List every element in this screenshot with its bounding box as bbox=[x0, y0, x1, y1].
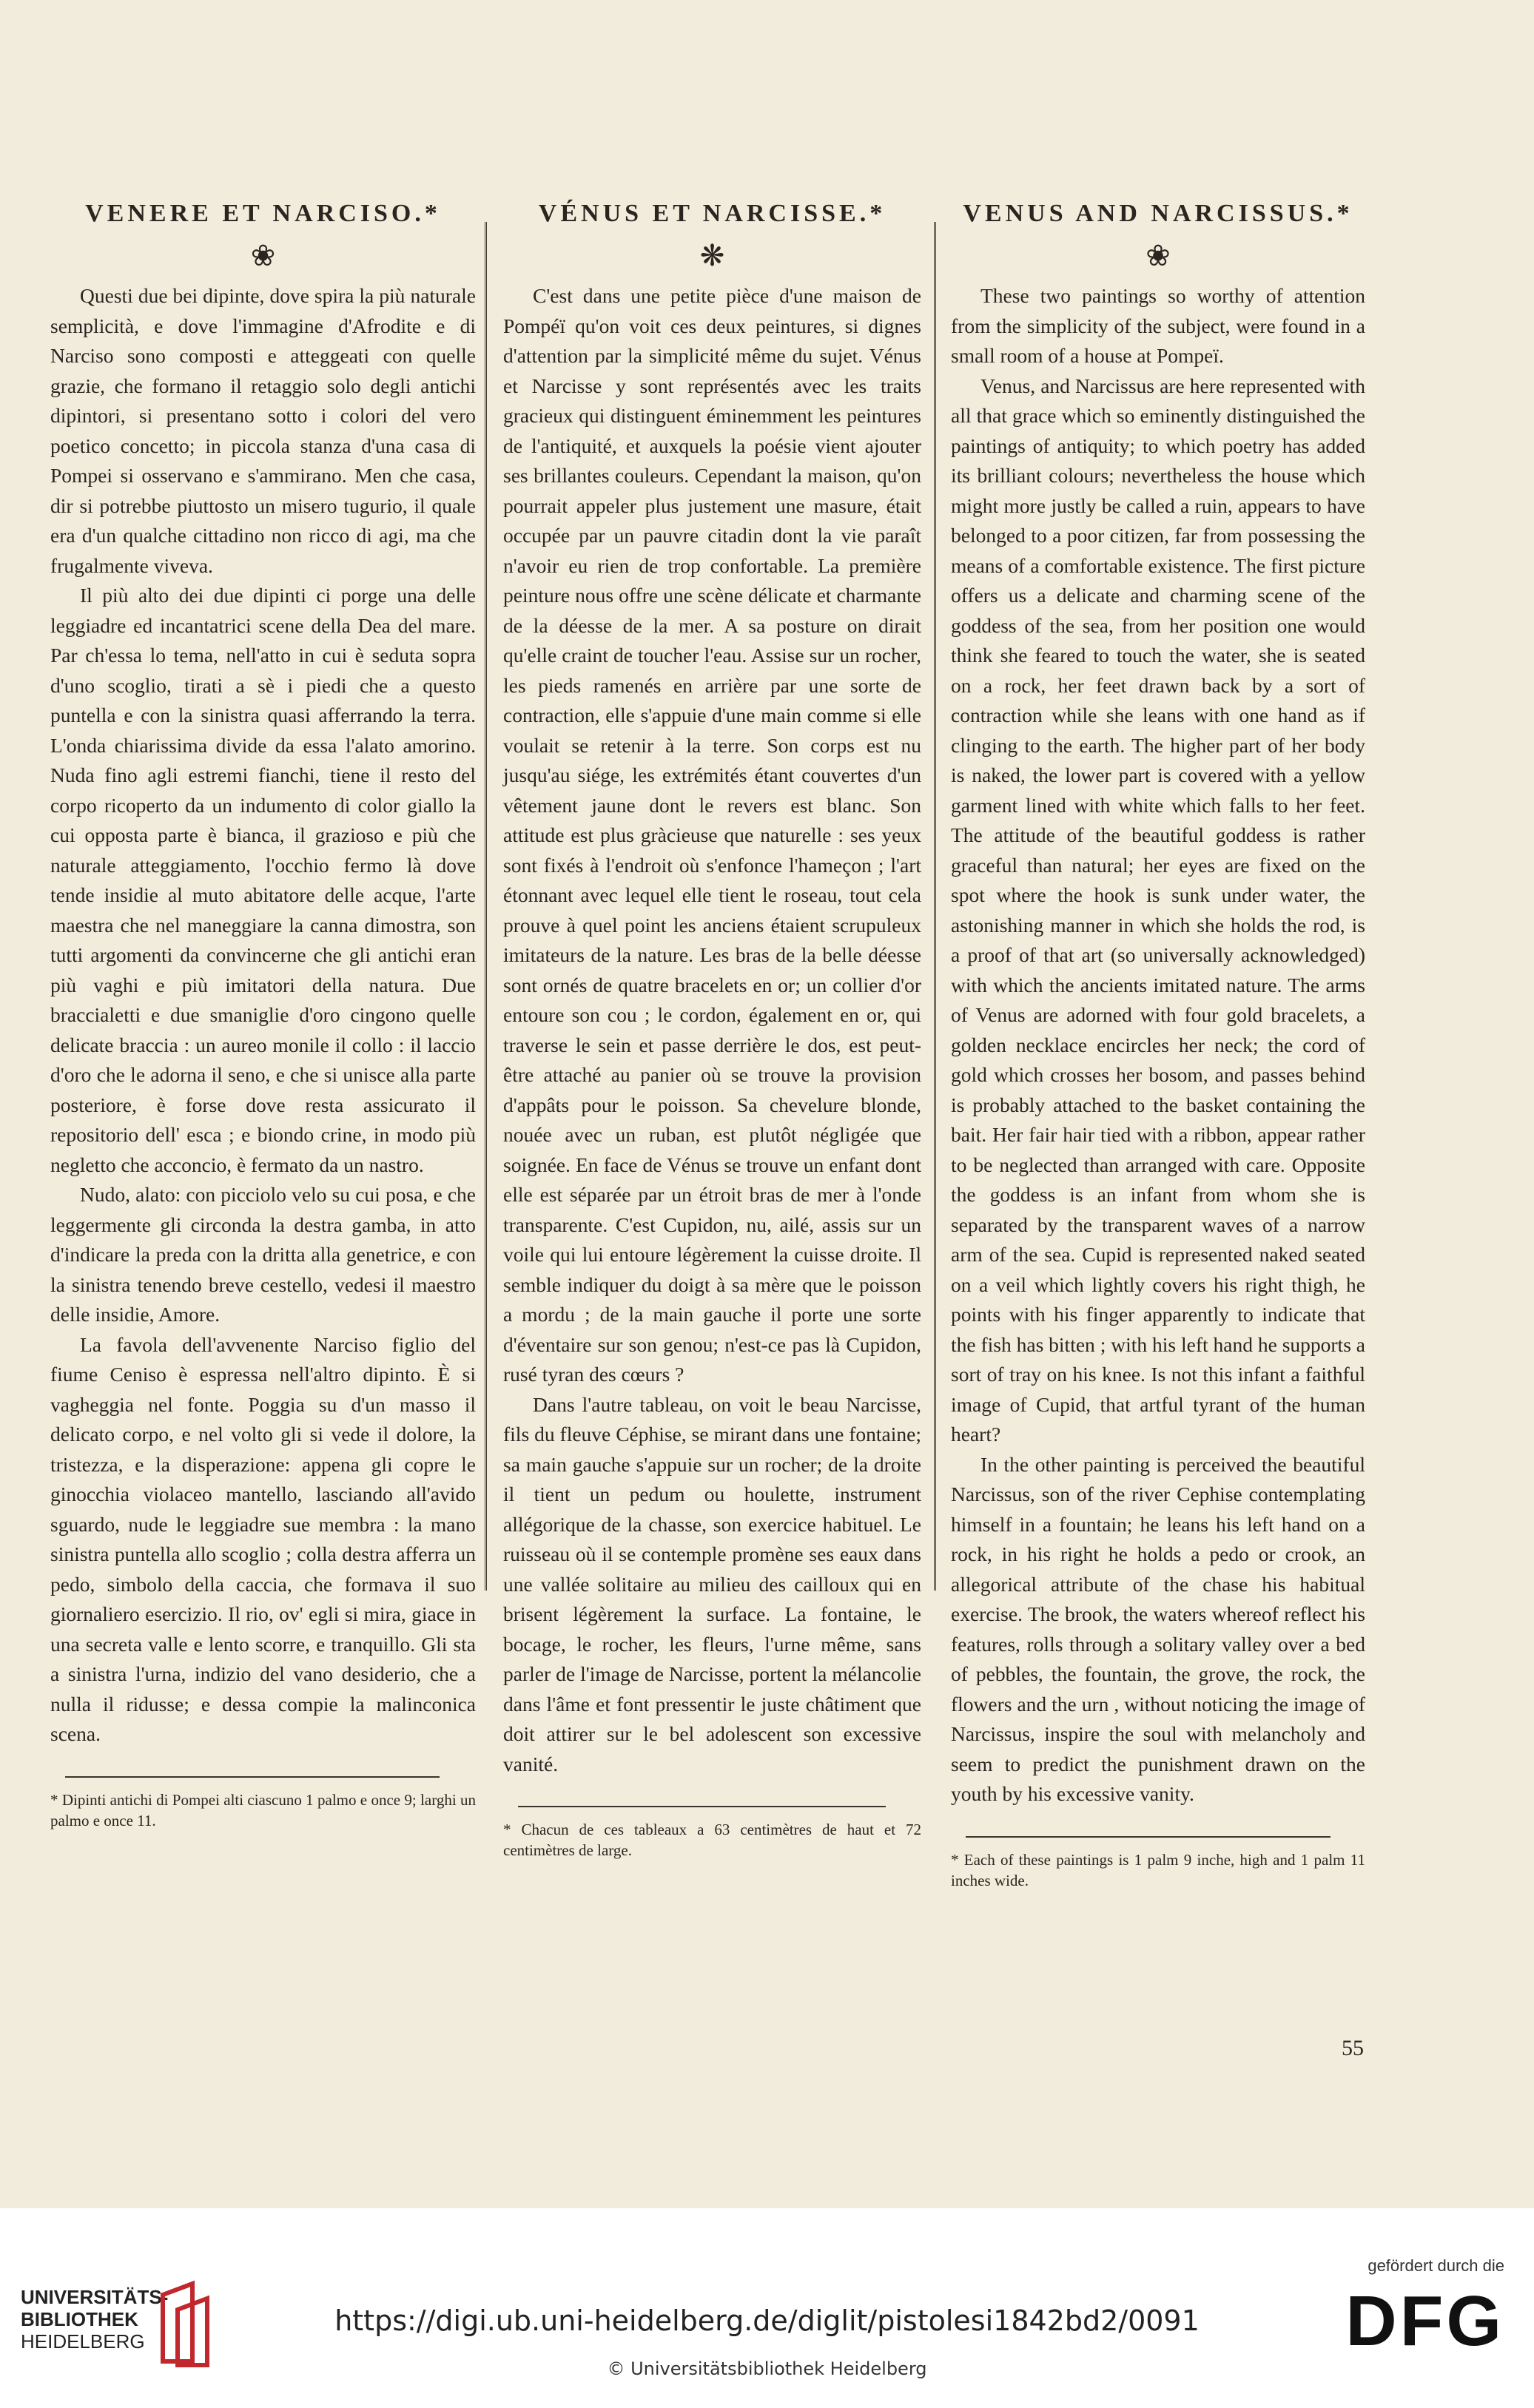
column-divider bbox=[485, 222, 487, 1591]
english-body bbox=[951, 281, 1365, 1810]
french-column bbox=[503, 200, 921, 1861]
paragraph: Il più alto dei due dipinti ci porge una delle leggiadre ed incantatrici scene della Dea del mare. Par ch'essa lo tema, nell'atto in cui è seduta sopra d'uno scoglio, tirati a sè i piedi che a questo puntella e con la sinistra quasi afferrando la terra. L'onda chiarissima divide da essa l'alato amorino. Nuda fino agli estremi fianchi, tiene il resto del corpo ricoperto da un indumento di color giallo la cui opposta parte è bianca, il grazioso e più che naturale atteggiamento, l'occhio fermo là dove tende insidie al muto abitatore delle acque, l'arte maestra che nel maneggiare la canna dimostra, son tutti argomenti da convincerne che gli antichi eran più vaghi e più imitatori della natura. Due braccialetti e due smaniglie d'oro cingono quelle delicate braccia : un aureo monile il collo : il laccio d'oro che le adorna il seno, e che si unisce alla parte posteriore, è forse dove resta assicurato il repositorio dell' esca ; e biondo crine, in modo più negletto che acconcio, è fermato da un nastro. bbox=[50, 584, 476, 1176]
footnote-divider bbox=[966, 1836, 1331, 1838]
italian-body bbox=[50, 281, 476, 1750]
french-title: VÉNUS ET NARCISSE.* bbox=[538, 200, 887, 227]
italian-title: VENERE ET NARCISO.* bbox=[85, 200, 441, 227]
library-name-line: BIBLIOTHEK bbox=[21, 2308, 138, 2330]
star-ornament-icon: ❋ bbox=[699, 239, 725, 272]
permalink-url[interactable]: https://digi.ub.uni-heidelberg.de/diglit/pistolesi1842bd2/0091 bbox=[334, 2304, 1200, 2337]
paragraph: La favola dell'avvenente Narciso figlio del fiume Ceniso è espressa nell'altro dipinto. È si vagheggia nel fonte. Poggia su d'un masso il delicato corpo, e nel volto gli si vede il dolore, la tristezza, e la disperazione: appena gli copre le ginocchia violaceo mantello, lasciando all'avido sguardo, nude le leggiadre sue membra : la mano sinistra puntella allo scoglio ; colla destra afferra un pedo, simbolo della caccia, che formava il suo giornaliero esercizio. Il rio, ov' egli si mira, giace in una secreta valle e lento scorre, e tranquillo. Gli sta a sinistra l'urna, indizio del vano desiderio, che a nulla il ridusse; e dessa compie la malinconica scena. bbox=[50, 1332, 476, 1745]
library-name-line: UNIVERSITÄTS- bbox=[21, 2286, 169, 2308]
paragraph: Questi due bei dipinte, dove spira la più naturale semplicità, e dove l'immagine d'Afrodite e di Narciso sono composti e atteggeati con quelle grazie, che formano il retaggio solo degli antichi dipintori, si presentano sotto i colori del vero poetico concetto; in piccola stanza d'una casa di Pompei si osservano e s'ammirano. Men che casa, dir si potrebbe piuttosto un misero tugurio, il quale era d'un qualche cittadino non ricco di agi, ma che frugalmente viveva. bbox=[50, 284, 476, 577]
english-column bbox=[951, 200, 1365, 1891]
footnote-divider bbox=[65, 1776, 440, 1778]
french-body bbox=[503, 281, 921, 1779]
funded-by-label: gefördert durch die bbox=[1368, 2256, 1504, 2275]
paragraph: These two paintings so worthy of attention from the simplicity of the subject, were found in a small room of a house at Pompeï. bbox=[951, 284, 1365, 367]
footnote-divider bbox=[518, 1806, 886, 1807]
copyright-notice: © Universitätsbibliothek Heidelberg bbox=[607, 2358, 927, 2379]
english-footnote: * Each of these paintings is 1 palm 9 inche, high and 1 palm 11 inches wide. bbox=[951, 1850, 1365, 1889]
paragraph: In the other painting is perceived the beautiful Narcissus, son of the river Cephise contemplating himself in a fountain; he leans his left hand on a rock, in his right he holds a pedo or crook, an allegorical attribute of the chase his habitual exercise. The brook, the waters whereof reflect his features, rolls through a solitary valley over a bed of pebbles, the fountain, the grove, the rock, the flowers and the urn , without noticing the image of Narcissus, inspire the soul with melancholy and seem to predict the punishment drawn on the youth by his excessive vanity. bbox=[951, 1452, 1365, 1805]
italian-footnote: * Dipinti antichi di Pompei alti ciascuno 1 palmo e once 9; larghi un palmo e once 11. bbox=[50, 1790, 476, 1829]
paragraph: C'est dans une petite pièce d'une maison de Pompéï qu'on voit ces deux peintures, si dignes d'attention par la simplicité même du sujet. Vénus et Narcisse y sont représentés avec les traits gracieux qui distinguent éminemment les peintures de l'antiquité, et auxquels la poésie vient ajouter ses brillantes couleurs. Cependant la maison, qu'on pourrait appeler plus justement une masure, était occupée par un pauvre citadin dont la vie paraît n'avoir eu rien de trop confortable. La première peinture nous offre une scène délicate et charmante de la déesse de la mer. A sa posture on dirait qu'elle craint de toucher l'eau. Assise sur un rocher, les pieds ramenés en arrière par une sorte de contraction, elle s'appuie d'une main comme si elle voulait se retenir à la terre. Son corps est nu jusqu'au siége, les extrémités étant couvertes d'un vêtement jaune dont le revers est blanc. Son attitude est plus gràcieuse que naturelle : ses yeux sont fixés à l'endroit où s'enfonce l'hameçon ; l'art étonnant avec lequel elle tient le roseau, tout cela prouve à quel point les anciens étaient scrupuleux imitateurs de la nature. Les bras de la belle déesse sont ornés de quatre bracelets en or; un collier d'or entoure son cou ; le cordon, également en or, qui traverse le sein et passe derrière le dos, est peut-être attaché au panier où se trouve la provision d'appâts pour le poisson. Sa chevelure blonde, nouée avec un ruban, est plutôt négligée que soignée. En face de Vénus se trouve un enfant dont elle est séparée par un étroit bras de mer à l'onde transparente. C'est Cupidon, nu, ailé, assis sur un voile qui lui entoure légèrement la cuisse droite. Il semble indiquer du doigt à sa mère que le poisson a mordu ; de la main gauche il porte une sorte d'éventaire sur son genou; n'est-ce pas là Cupidon, rusé tyran des cœurs ? bbox=[503, 284, 921, 1386]
flower-ornament-icon: ❀ bbox=[250, 239, 276, 272]
italian-column bbox=[50, 200, 476, 1831]
column-divider bbox=[934, 222, 936, 1591]
french-footnote: * Chacun de ces tableaux a 63 centimètres de haut et 72 centimètres de large. bbox=[503, 1821, 921, 1859]
page-number: 55 bbox=[1342, 2036, 1364, 2060]
english-title: VENUS AND NARCISSUS.* bbox=[963, 200, 1353, 227]
flower-ornament-icon: ❀ bbox=[1146, 239, 1171, 272]
paragraph: Nudo, alato: con picciolo velo su cui posa, e che leggermente gli circonda la destra gamba, in atto d'indicare la preda con la dritta alla genetrice, e con la sinistra tenendo breve cestello, vedesi il maestro delle insidie, Amore. bbox=[50, 1183, 476, 1326]
paragraph: Venus, and Narcissus are here represented with all that grace which so eminently distinguished the paintings of antiquity; to which poetry has added its brilliant colours; nevertheless the house which might more justly be called a ruin, appears to have belonged to a poor citizen, far from possessing the means of a comfortable existence. The first picture offers us a delicate and charming scene of the goddess of the sea, from her position one would think she feared to touch the water, she is seated on a rock, her feet drawn back by a sort of contraction while she leans with one hand as if clinging to the earth. The higher part of her body is naked, the lower part is covered with a yellow garment lined with white which falls to her feet. The attitude of the beautiful goddess is rather graceful than natural; her eyes are fixed on the spot where the hook is sunk under water, the astonishing manner in which she holds the rod, is a proof of that art (so universally acknowledged) with which the ancients imitated nature. The arms of Venus are adorned with four gold bracelets, a golden necklace encircles her neck; the cord of gold which crosses her bosom, and passes behind is probably attached to the basket containing the bait. Her fair hair tied with a ribbon, appear rather to be neglected than arranged with care. Opposite the goddess is an infant from whom she is separated by the transparent waves of a narrow arm of the sea. Cupid is represented naked seated on a veil which lightly covers his right thigh, he points with his finger apparently to indicate that the fish has bitten ; with his left hand he supports a sort of tray on his knee. Is not this infant a faithful image of Cupid, that artful tyrant of the human heart? bbox=[951, 374, 1365, 1446]
paragraph: Dans l'autre tableau, on voit le beau Narcisse, fils du fleuve Céphise, se mirant dans une fontaine; sa main gauche s'appuie sur un rocher; de la droite il tient un pedum ou houlette, instrument allégorique de la chasse, son exercice habituel. Le ruisseau où il se contemple promène ses eaux dans une vallée solitaire au milieu des cailloux qui en brisent légèrement la surface. La fontaine, le bocage, le rocher, les fleurs, l'urne même, sans parler de l'image de Narcisse, portent la mélancolie dans l'âme et font pressentir le juste châtiment que doit attirer sur le bel adolescent son excessive vanité. bbox=[503, 1392, 921, 1775]
library-name-line: HEIDELBERG bbox=[21, 2330, 145, 2353]
dfg-logo[interactable]: DFG bbox=[1345, 2281, 1504, 2361]
